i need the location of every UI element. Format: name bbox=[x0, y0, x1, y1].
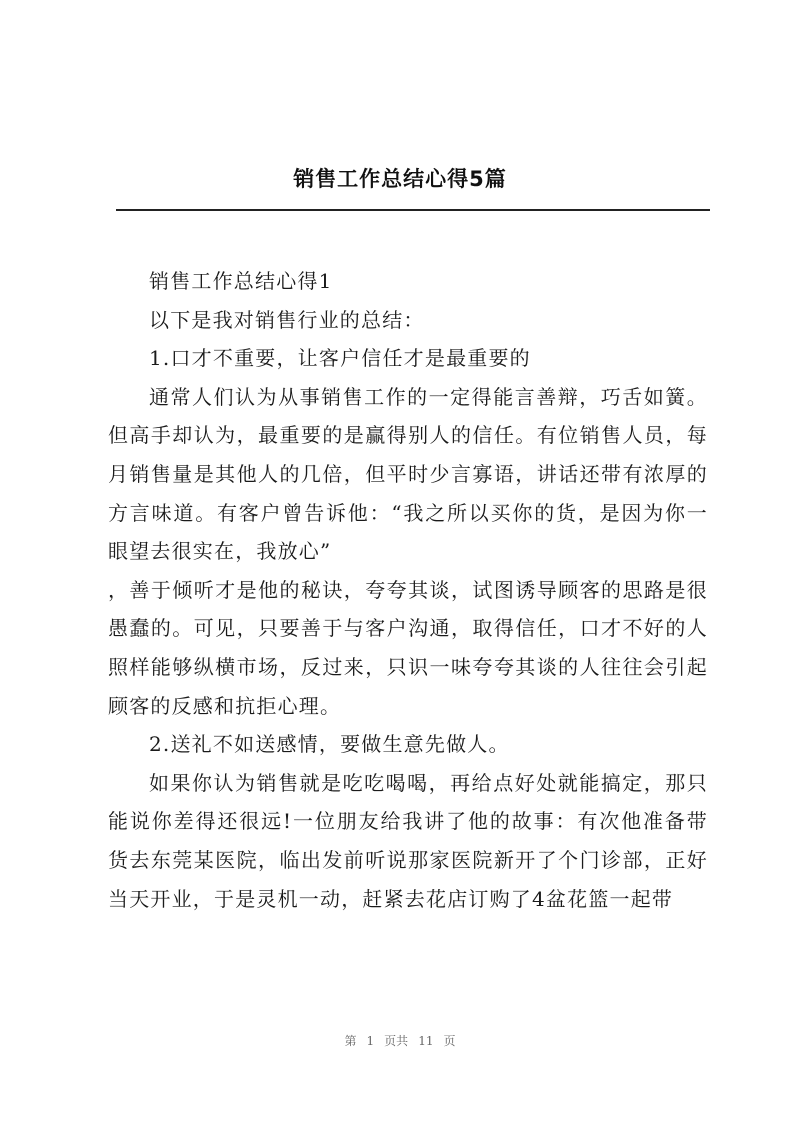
point-heading-2: 2.送礼不如送感情，要做生意先做人。 bbox=[149, 732, 510, 757]
footer-current-page: 1 bbox=[366, 1034, 375, 1048]
footer-prefix: 第 bbox=[344, 1034, 357, 1048]
footer-middle: 页共 bbox=[384, 1034, 409, 1048]
footer-suffix: 页 bbox=[443, 1034, 456, 1048]
body-paragraph: 如果你认为销售就是吃吃喝喝，再给点好处就能搞定，那只能说你差得还很远!一位朋友给我讲了他的故事：有次他准备带货去东莞某医院，临出发前听说那家医院新开了个门诊部，正好当天开业，于是灵机一动，赶紧去花店订购了4盆花篮一起带 bbox=[108, 770, 708, 911]
footer-total-pages: 11 bbox=[418, 1034, 434, 1048]
body-paragraph: 通常人们认为从事销售工作的一定得能言善辩，巧舌如簧。但高手却认为，最重要的是赢得别人的信任。有位销售人员，每月销售量是其他人的几倍，但平时少言寡语，讲话还带有浓厚的方言味道。有客户曾告诉他：“我之所以买你的货，是因为你一眼望去很实在，我放心” bbox=[108, 384, 708, 564]
document-body bbox=[108, 262, 708, 918]
title-underline bbox=[116, 209, 710, 211]
section-heading: 销售工作总结心得1 bbox=[149, 269, 333, 293]
document-title: 销售工作总结心得5篇 bbox=[293, 167, 507, 191]
point-heading-1: 1.口才不重要，让客户信任才是最重要的 bbox=[149, 346, 531, 371]
body-paragraph: ，善于倾听才是他的秘诀，夸夸其谈，试图诱导顾客的思路是很愚蠢的。可见，只要善于与客户沟通，取得信任，口才不好的人照样能够纵横市场，反过来，只识一味夸夸其谈的人往往会引起顾客的反感和抗拒心理。 bbox=[108, 577, 708, 718]
page-footer bbox=[0, 1032, 800, 1049]
intro-paragraph: 以下是我对销售行业的总结： bbox=[149, 307, 425, 332]
